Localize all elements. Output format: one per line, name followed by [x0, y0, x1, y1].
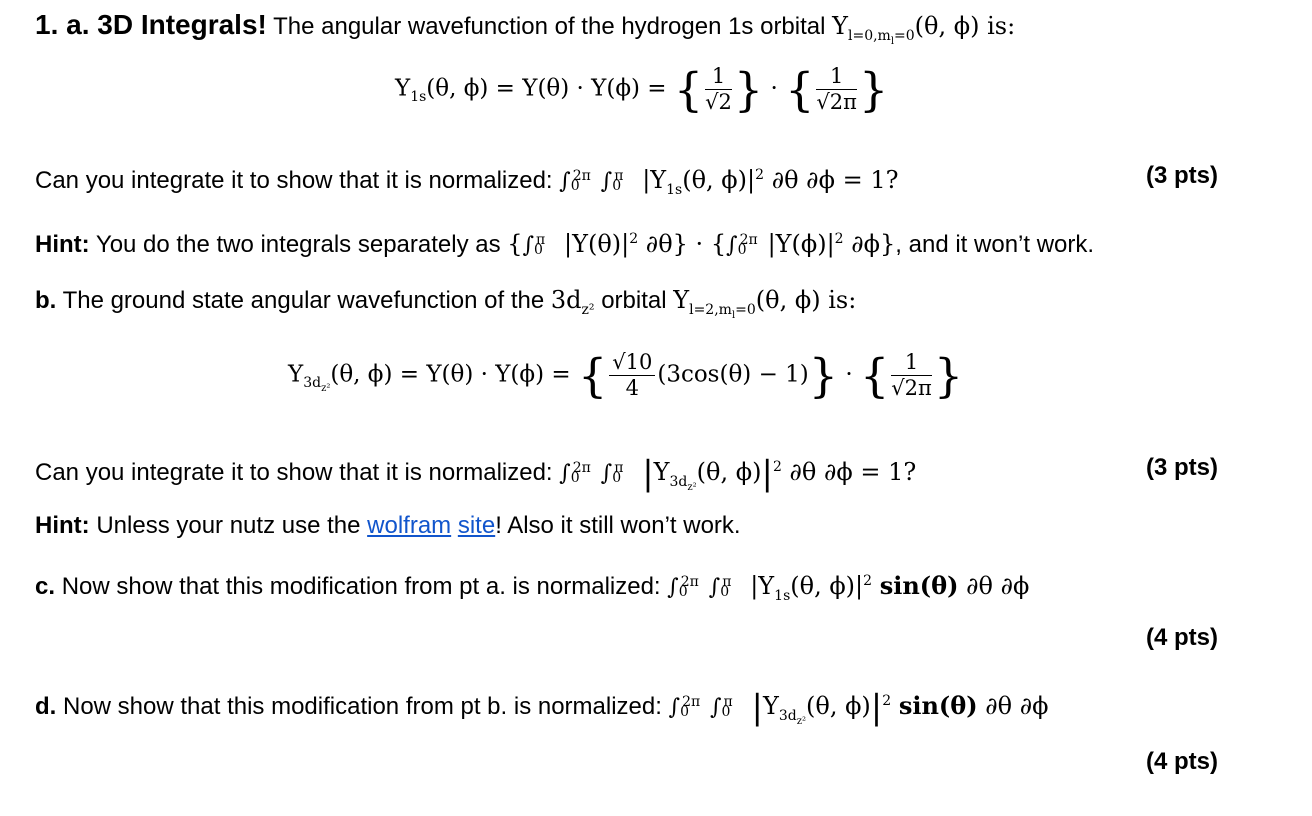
- integral-1d: ∫ 2π 0 ∫ π 0 $|Y_{3d_{z^2}}(\theta$, $\phi)|^2$ sin(θ) ∂θ ∂ϕ: [668, 687, 1049, 728]
- hint-integrals: {∫ π 0 $|Y(\theta)|^2$ ∂θ} · {∫ 2π 0 $|Y(\phi)|^2$ ∂ϕ}: [507, 230, 896, 258]
- problem-1b-intro: b. The ground state angular wavefunction of the $3d_{z^2}$ orbital $Y_{l=2,m_l=0}(\theta$, ϕ) is:: [35, 286, 857, 321]
- points-1a: (3 pts): [1146, 162, 1218, 189]
- integral-1c: ∫ 2π 0 ∫ π 0 $|Y_{1s}(\theta$, $\phi)|^2$ sin(θ) ∂θ ∂ϕ: [667, 571, 1030, 604]
- question-1a: Can you integrate it to show that it is normalized: ∫ 2π 0 ∫ π 0 $|Y_{1s}(\theta$, $\phi)|^2$ ∂θ ∂ϕ = 1?: [35, 166, 899, 198]
- integral-1b: ∫ 2π 0 ∫ π 0 $|Y_{3d_{z^2}}(\theta$, $\phi)|^2$ ∂θ ∂ϕ = 1?: [559, 453, 917, 494]
- points-1c: (4 pts): [1146, 624, 1218, 651]
- hint-1b: Hint: Unless your nutz use the wolfram site! Also it still won’t work.: [35, 512, 741, 539]
- equation-3dz2: $Y_{3d_{z^2}}(\theta$, ϕ) = Y(θ) · Y(ϕ) = { $\frac{√10}{4}$ (3cos(θ) − 1)} · { $\frac{1}{√2\pi}$ }: [288, 348, 964, 403]
- problem-1d: d. Now show that this modification from pt b. is normalized: ∫ 2π 0 ∫ π 0 $|Y_{3d_{z^2}}(\theta$, $\phi)|^2$ sin(θ) ∂θ ∂ϕ: [35, 687, 1049, 728]
- points-1b: (3 pts): [1146, 454, 1218, 481]
- problem-1a-label: 1. a. 3D Integrals!: [35, 9, 267, 40]
- hint-1a: Hint: You do the two integrals separately as {∫ π 0 $|Y(\theta)|^2$ ∂θ} · {∫ 2π 0 $|Y(\phi)|^2$ ∂ϕ}, and it won’t work.: [35, 230, 1095, 258]
- problem-1a-text: The angular wavefunction of the hydrogen 1s orbital: [273, 13, 826, 40]
- wolfram-link[interactable]: wolfram: [367, 512, 452, 539]
- problem-1a-intro: [35, 10, 1015, 57]
- problem-1c: c. Now show that this modification from pt a. is normalized: ∫ 2π 0 ∫ π 0 $|Y_{1s}(\theta$, $\phi)|^2$ sin(θ) ∂θ ∂ϕ: [35, 571, 1030, 604]
- site-link[interactable]: site: [457, 512, 496, 539]
- integral-1a: ∫ 2π 0 ∫ π 0 $|Y_{1s}(\theta$, $\phi)|^2$ ∂θ ∂ϕ = 1?: [559, 166, 899, 198]
- equation-1s: $Y_{1s}(\theta$, ϕ) = Y(θ) · Y(ϕ) = { $\frac{1}{√2}$ } · { $\frac{1}{√2\pi}$ }: [395, 62, 889, 117]
- y-symbol-1s: $Y_{l=0,m_l=0}(\theta$, ϕ) is:: [832, 12, 1016, 47]
- points-1d: (4 pts): [1146, 748, 1218, 775]
- question-1b: Can you integrate it to show that it is normalized: ∫ 2π 0 ∫ π 0 $|Y_{3d_{z^2}}(\theta$, $\phi)|^2$ ∂θ ∂ϕ = 1?: [35, 453, 917, 494]
